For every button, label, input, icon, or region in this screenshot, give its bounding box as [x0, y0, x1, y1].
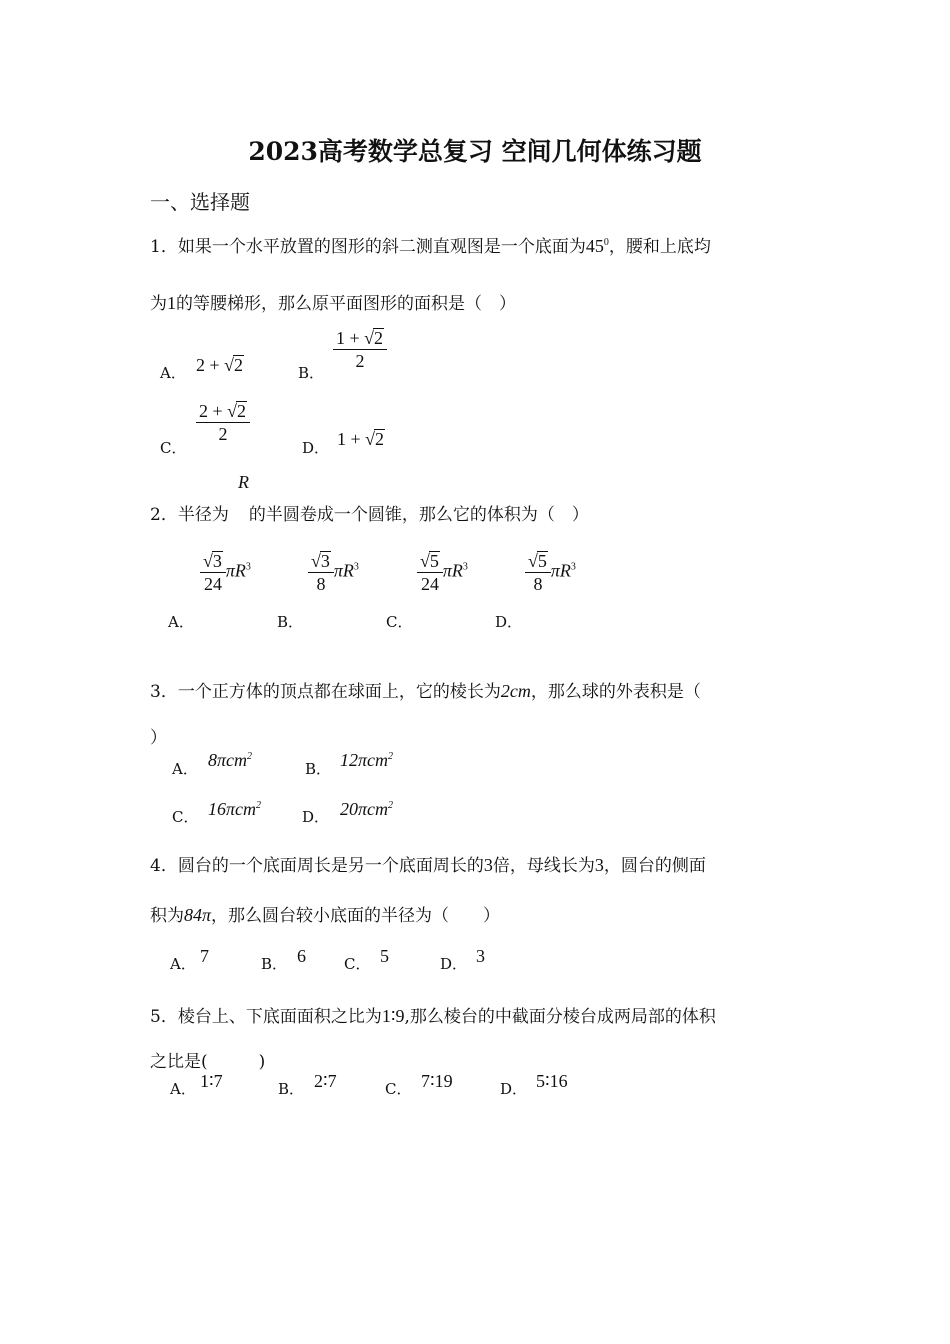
q2-option-b-label[interactable]: B． [277, 613, 304, 631]
q4-option-d-label[interactable]: D． [440, 955, 468, 973]
angle-value: $45^0$ [585, 236, 609, 256]
q3-option-d-label[interactable]: D． [302, 808, 330, 826]
q2-option-b-value: $\frac{√3}{8}$ $\pi R^3$ [308, 550, 359, 595]
q2-option-d-label[interactable]: D． [495, 613, 523, 631]
question-3-line-1: 3．一个正方体的顶点都在球面上，它的棱长为2cm，那么球的外表积是（ [150, 681, 701, 702]
q4-option-a-value: 7 [200, 946, 209, 966]
q2-option-a-label[interactable]: A． [168, 613, 194, 631]
q2-option-a-value: $\frac{√3}{24}$ $\pi R^3$ [200, 550, 251, 595]
q3-option-c-value: 16πcm$^2$ [208, 799, 262, 819]
q5-option-a-label[interactable]: A． [170, 1080, 196, 1098]
question-5-line-1: 5．棱台上、下底面面积之比为1∶9,那么棱台的中截面分棱台成两局部的体积 [150, 1006, 716, 1027]
q2-option-c-value: $\frac{√5}{24}$ $\pi R^3$ [417, 550, 468, 595]
q5-option-b-value: 2∶7 [314, 1071, 337, 1091]
q1-option-d-label[interactable]: D． [302, 439, 330, 457]
q3-option-d-value: 20πcm$^2$ [340, 799, 394, 819]
q3-option-c-label[interactable]: C． [172, 808, 199, 826]
q4-option-b-value: 6 [297, 946, 306, 966]
question-1-line-2: 为1的等腰梯形，那么原平面图形的面积是（ ） [150, 293, 516, 314]
q1-option-a-value: 2 + √2 [196, 355, 244, 375]
page-title: 2023高考数学总复习 空间几何体练习题 [248, 137, 702, 166]
q4-option-d-value: 3 [476, 946, 485, 966]
q5-option-a-value: 1∶7 [200, 1071, 223, 1091]
question-1-line-1: 1．如果一个水平放置的图形的斜二测直观图是一个底面为$45^0$，腰和上底均 [150, 236, 711, 257]
q1-option-c-label[interactable]: C． [160, 439, 187, 457]
q1-option-b-value: $\frac{1 + √2}{2}$ [333, 327, 387, 372]
q1-option-a-label[interactable]: A． [160, 364, 186, 382]
q3-option-a-label[interactable]: A． [172, 760, 198, 778]
question-4-line-1: 4．圆台的一个底面周长是另一个底面周长的3倍，母线长为3，圆台的侧面 [150, 855, 706, 876]
q4-option-a-label[interactable]: A． [170, 955, 196, 973]
radius-symbol: R [238, 472, 249, 492]
q2-option-c-label[interactable]: C． [386, 613, 413, 631]
q4-option-b-label[interactable]: B． [261, 955, 288, 973]
q5-option-d-value: 5∶16 [536, 1071, 568, 1091]
q5-option-c-label[interactable]: C． [385, 1080, 412, 1098]
q1-option-c-value: $\frac{2 + √2}{2}$ [196, 400, 250, 445]
q3-option-a-value: 8πcm$^2$ [208, 750, 253, 770]
q5-option-d-label[interactable]: D． [500, 1080, 528, 1098]
q4-option-c-label[interactable]: C． [344, 955, 371, 973]
q3-option-b-label[interactable]: B． [305, 760, 332, 778]
question-5-line-2: 之比是( ) [150, 1052, 266, 1072]
q4-option-c-value: 5 [380, 946, 389, 966]
q5-option-b-label[interactable]: B． [278, 1080, 305, 1098]
q1-option-b-label[interactable]: B． [298, 364, 325, 382]
q1-option-d-value: 1 + √2 [337, 429, 385, 449]
question-3-line-2: ） [150, 728, 167, 748]
question-4-line-2: 积为84π，那么圆台较小底面的半径为（ ） [150, 905, 501, 926]
section-heading: 一、选择题 [150, 190, 250, 214]
q5-option-c-value: 7∶19 [421, 1071, 453, 1091]
q3-option-b-value: 12πcm$^2$ [340, 750, 394, 770]
q2-option-d-value: $\frac{√5}{8}$ $\pi R^3$ [525, 550, 576, 595]
question-2-text: 2．半径为 的半圆卷成一个圆锥，那么它的体积为（ ） [150, 505, 589, 525]
